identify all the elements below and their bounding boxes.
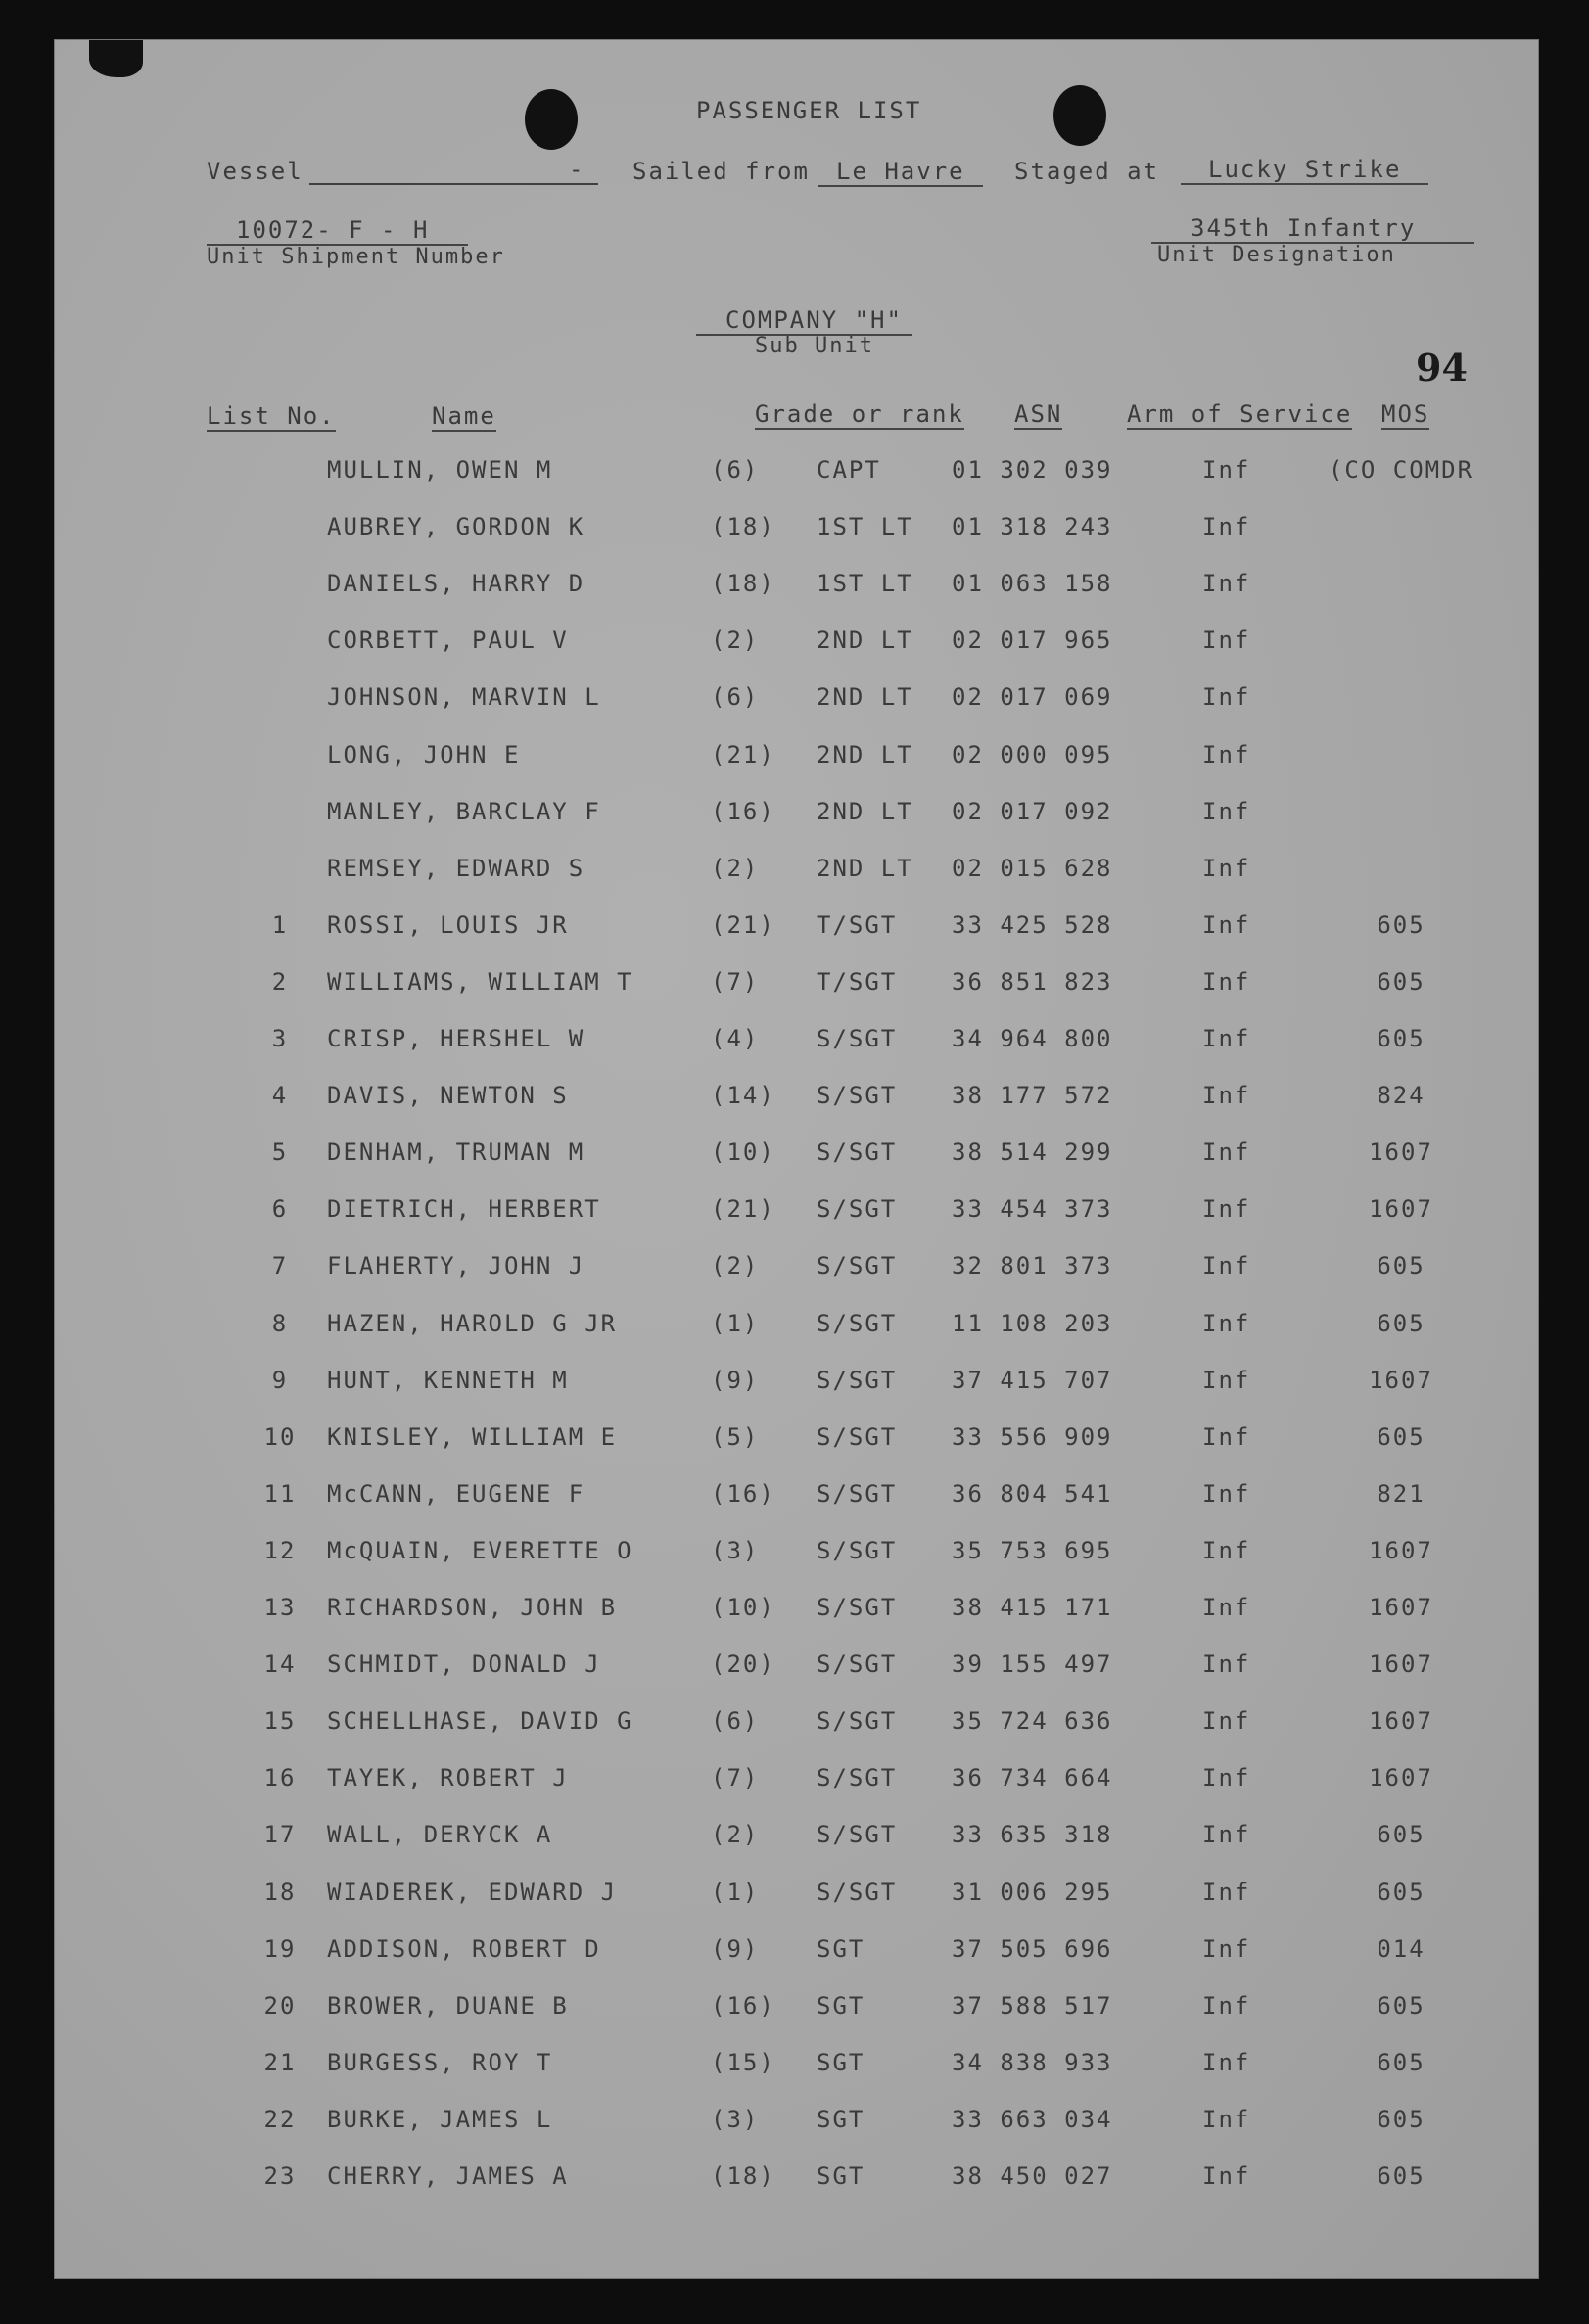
- asn-cell: 35 753 695: [952, 1536, 1113, 1564]
- list-no-cell: 3: [271, 1025, 289, 1052]
- grade-cell: (10): [711, 1139, 775, 1167]
- document-title: PASSENGER LIST: [696, 97, 922, 124]
- asn-cell: 38 415 171: [952, 1594, 1113, 1621]
- grade-cell: (5): [711, 1422, 760, 1451]
- grade-cell: (14): [711, 1082, 775, 1110]
- mos-cell: 605: [1377, 2105, 1425, 2133]
- grade-cell: (18): [711, 570, 775, 598]
- mos-cell: 824: [1377, 1082, 1425, 1110]
- column-header-grade-or-rank: Grade or rank: [755, 400, 964, 428]
- arm-of-service-cell: Inf: [1202, 1707, 1251, 1736]
- table-row: [55, 2162, 1538, 2202]
- mos-cell: 605: [1377, 1878, 1425, 1906]
- rank-cell: SGT: [817, 1991, 865, 2020]
- sub-unit-value: COMPANY "H": [696, 306, 912, 336]
- table-row: [55, 1879, 1538, 1918]
- arm-of-service-cell: Inf: [1202, 740, 1251, 768]
- grade-cell: (4): [711, 1025, 760, 1052]
- mos-cell: 605: [1377, 1422, 1425, 1451]
- grade-cell: (21): [711, 1195, 775, 1224]
- grade-cell: (2): [711, 627, 760, 655]
- name-cell: WILLIAMS, WILLIAM T: [327, 967, 633, 996]
- table-row: [55, 1423, 1538, 1463]
- table-row: [55, 1537, 1538, 1576]
- grade-cell: (9): [711, 1934, 760, 1963]
- asn-cell: 34 838 933: [952, 2048, 1113, 2076]
- mos-cell: 605: [1377, 1309, 1425, 1337]
- grade-cell: (1): [711, 1878, 760, 1906]
- column-header-asn: ASN: [1014, 400, 1063, 428]
- list-no-cell: 18: [263, 1878, 297, 1906]
- arm-of-service-cell: Inf: [1202, 967, 1251, 996]
- arm-of-service-cell: Inf: [1202, 910, 1251, 939]
- asn-cell: 33 635 318: [952, 1821, 1113, 1849]
- rank-cell: 2ND LT: [817, 797, 913, 825]
- name-cell: REMSEY, EDWARD S: [327, 854, 585, 882]
- asn-cell: 32 801 373: [952, 1252, 1113, 1280]
- name-cell: TAYEK, ROBERT J: [327, 1764, 569, 1792]
- arm-of-service-cell: Inf: [1202, 1195, 1251, 1224]
- grade-cell: (15): [711, 2048, 775, 2076]
- table-row: [55, 1650, 1538, 1690]
- table-row: [55, 968, 1538, 1007]
- list-no-cell: 11: [263, 1479, 297, 1508]
- table-row: [55, 798, 1538, 837]
- mos-cell: 605: [1377, 1252, 1425, 1280]
- sailed-from-label: Sailed from: [632, 158, 810, 185]
- list-no-cell: 15: [263, 1707, 297, 1736]
- arm-of-service-cell: Inf: [1202, 1309, 1251, 1337]
- asn-cell: 33 425 528: [952, 910, 1113, 939]
- table-row: [55, 2106, 1538, 2145]
- rank-cell: CAPT: [817, 456, 881, 484]
- list-no-cell: 2: [271, 967, 289, 996]
- arm-of-service-cell: Inf: [1202, 456, 1251, 484]
- arm-of-service-cell: Inf: [1202, 1878, 1251, 1906]
- table-row: [55, 741, 1538, 780]
- grade-cell: (21): [711, 740, 775, 768]
- asn-cell: 01 063 158: [952, 570, 1113, 598]
- asn-cell: 35 724 636: [952, 1707, 1113, 1736]
- asn-cell: 38 514 299: [952, 1139, 1113, 1167]
- list-no-cell: 1: [271, 910, 289, 939]
- asn-cell: 02 017 092: [952, 797, 1113, 825]
- grade-cell: (7): [711, 1764, 760, 1792]
- asn-cell: 36 851 823: [952, 967, 1113, 996]
- arm-of-service-cell: Inf: [1202, 1422, 1251, 1451]
- name-cell: KNISLEY, WILLIAM E: [327, 1422, 618, 1451]
- grade-cell: (6): [711, 1707, 760, 1736]
- arm-of-service-cell: Inf: [1202, 627, 1251, 655]
- rank-cell: S/SGT: [817, 1821, 898, 1849]
- mos-cell: 605: [1377, 967, 1425, 996]
- grade-cell: (16): [711, 1479, 775, 1508]
- arm-of-service-cell: Inf: [1202, 1991, 1251, 2020]
- rank-cell: S/SGT: [817, 1366, 898, 1394]
- rank-cell: S/SGT: [817, 1707, 898, 1736]
- asn-cell: 01 302 039: [952, 456, 1113, 484]
- arm-of-service-cell: Inf: [1202, 1025, 1251, 1052]
- grade-cell: (2): [711, 1821, 760, 1849]
- list-no-cell: 12: [263, 1536, 297, 1564]
- mos-cell: 014: [1377, 1934, 1425, 1963]
- grade-cell: (2): [711, 1252, 760, 1280]
- asn-cell: 37 588 517: [952, 1991, 1113, 2020]
- rank-cell: S/SGT: [817, 1479, 898, 1508]
- mos-cell: 605: [1377, 2048, 1425, 2076]
- list-no-cell: 9: [271, 1366, 289, 1394]
- rank-cell: SGT: [817, 2105, 865, 2133]
- grade-cell: (18): [711, 513, 775, 541]
- column-header-list-no: List No.: [207, 402, 336, 430]
- grade-cell: (16): [711, 797, 775, 825]
- grade-cell: (10): [711, 1594, 775, 1621]
- asn-cell: 36 804 541: [952, 1479, 1113, 1508]
- unit-shipment-number-value: 10072- F - H: [207, 216, 468, 246]
- grade-cell: (3): [711, 1536, 760, 1564]
- arm-of-service-cell: Inf: [1202, 797, 1251, 825]
- vessel-label: Vessel: [207, 158, 304, 185]
- vessel-value: -: [569, 156, 585, 183]
- list-no-cell: 21: [263, 2048, 297, 2076]
- arm-of-service-cell: Inf: [1202, 1366, 1251, 1394]
- table-row: [55, 1082, 1538, 1121]
- arm-of-service-cell: Inf: [1202, 2162, 1251, 2190]
- table-row: [55, 1195, 1538, 1234]
- arm-of-service-cell: Inf: [1202, 513, 1251, 541]
- arm-of-service-cell: Inf: [1202, 1934, 1251, 1963]
- asn-cell: 11 108 203: [952, 1309, 1113, 1337]
- name-cell: McCANN, EUGENE F: [327, 1479, 585, 1508]
- name-cell: SCHMIDT, DONALD J: [327, 1650, 601, 1679]
- mos-cell: 1607: [1369, 1139, 1433, 1167]
- name-cell: CORBETT, PAUL V: [327, 627, 569, 655]
- arm-of-service-cell: Inf: [1202, 2048, 1251, 2076]
- mos-cell: 605: [1377, 910, 1425, 939]
- table-row: [55, 627, 1538, 666]
- mos-cell: 1607: [1369, 1594, 1433, 1621]
- arm-of-service-cell: Inf: [1202, 570, 1251, 598]
- name-cell: DIETRICH, HERBERT: [327, 1195, 601, 1224]
- table-row: [55, 1025, 1538, 1064]
- table-row: [55, 1935, 1538, 1975]
- rank-cell: 2ND LT: [817, 740, 913, 768]
- name-cell: BROWER, DUANE B: [327, 1991, 569, 2020]
- table-row: [55, 1764, 1538, 1803]
- rank-cell: 2ND LT: [817, 627, 913, 655]
- asn-cell: 02 000 095: [952, 740, 1113, 768]
- grade-cell: (18): [711, 2162, 775, 2190]
- list-no-cell: 23: [263, 2162, 297, 2190]
- mos-cell: 1607: [1369, 1707, 1433, 1736]
- grade-cell: (9): [711, 1366, 760, 1394]
- punch-hole-right: [1053, 85, 1106, 146]
- list-no-cell: 19: [263, 1934, 297, 1963]
- grade-cell: (6): [711, 683, 760, 712]
- table-row: [55, 911, 1538, 951]
- rank-cell: 2ND LT: [817, 854, 913, 882]
- unit-designation-label: Unit Designation: [1157, 243, 1396, 267]
- name-cell: HUNT, KENNETH M: [327, 1366, 569, 1394]
- rank-cell: S/SGT: [817, 1139, 898, 1167]
- name-cell: McQUAIN, EVERETTE O: [327, 1536, 633, 1564]
- unit-designation-value: 345th Infantry: [1151, 214, 1474, 244]
- table-row: [55, 855, 1538, 894]
- mos-cell: 1607: [1369, 1195, 1433, 1224]
- column-header-arm-of-service: Arm of Service: [1127, 400, 1353, 428]
- arm-of-service-cell: Inf: [1202, 1536, 1251, 1564]
- list-no-cell: 8: [271, 1309, 289, 1337]
- table-row: [55, 456, 1538, 495]
- asn-cell: 02 017 069: [952, 683, 1113, 712]
- arm-of-service-cell: Inf: [1202, 1821, 1251, 1849]
- grade-cell: (20): [711, 1650, 775, 1679]
- asn-cell: 36 734 664: [952, 1764, 1113, 1792]
- name-cell: MULLIN, OWEN M: [327, 456, 553, 484]
- grade-cell: (1): [711, 1309, 760, 1337]
- grade-cell: (3): [711, 2105, 760, 2133]
- list-no-cell: 4: [271, 1082, 289, 1110]
- rank-cell: S/SGT: [817, 1195, 898, 1224]
- asn-cell: 33 663 034: [952, 2105, 1113, 2133]
- name-cell: WALL, DERYCK A: [327, 1821, 553, 1849]
- rank-cell: SGT: [817, 1934, 865, 1963]
- list-no-cell: 13: [263, 1594, 297, 1621]
- rank-cell: S/SGT: [817, 1082, 898, 1110]
- list-no-cell: 16: [263, 1764, 297, 1792]
- arm-of-service-cell: Inf: [1202, 683, 1251, 712]
- punch-hole-left: [525, 89, 578, 150]
- mos-cell: 1607: [1369, 1536, 1433, 1564]
- rank-cell: SGT: [817, 2048, 865, 2076]
- arm-of-service-cell: Inf: [1202, 1082, 1251, 1110]
- arm-of-service-cell: Inf: [1202, 1252, 1251, 1280]
- name-cell: SCHELLHASE, DAVID G: [327, 1707, 633, 1736]
- grade-cell: (16): [711, 1991, 775, 2020]
- table-row: [55, 1367, 1538, 1406]
- table-row: [55, 513, 1538, 552]
- name-cell: CHERRY, JAMES A: [327, 2162, 569, 2190]
- name-cell: JOHNSON, MARVIN L: [327, 683, 601, 712]
- rank-cell: S/SGT: [817, 1309, 898, 1337]
- grade-cell: (7): [711, 967, 760, 996]
- asn-cell: 02 017 965: [952, 627, 1113, 655]
- grade-cell: (2): [711, 854, 760, 882]
- name-cell: DANIELS, HARRY D: [327, 570, 585, 598]
- table-row: [55, 1594, 1538, 1633]
- rank-cell: 1ST LT: [817, 570, 913, 598]
- mos-cell: (CO COMDR: [1328, 456, 1474, 484]
- table-row: [55, 1821, 1538, 1860]
- table-row: [55, 1310, 1538, 1349]
- grade-cell: (21): [711, 910, 775, 939]
- asn-cell: 33 556 909: [952, 1422, 1113, 1451]
- rank-cell: S/SGT: [817, 1594, 898, 1621]
- arm-of-service-cell: Inf: [1202, 1479, 1251, 1508]
- name-cell: DENHAM, TRUMAN M: [327, 1139, 585, 1167]
- document-page: [54, 39, 1539, 2279]
- table-row: [55, 1139, 1538, 1178]
- arm-of-service-cell: Inf: [1202, 1764, 1251, 1792]
- column-header-name: Name: [432, 402, 496, 430]
- rank-cell: S/SGT: [817, 1764, 898, 1792]
- table-row: [55, 1480, 1538, 1519]
- rank-cell: S/SGT: [817, 1252, 898, 1280]
- asn-cell: 02 015 628: [952, 854, 1113, 882]
- staged-at-label: Staged at: [1014, 158, 1160, 185]
- name-cell: LONG, JOHN E: [327, 740, 521, 768]
- list-no-cell: 14: [263, 1650, 297, 1679]
- rank-cell: SGT: [817, 2162, 865, 2190]
- asn-cell: 37 415 707: [952, 1366, 1113, 1394]
- page-number: 94: [1416, 346, 1468, 390]
- rank-cell: T/SGT: [817, 910, 898, 939]
- arm-of-service-cell: Inf: [1202, 1139, 1251, 1167]
- grade-cell: (6): [711, 456, 760, 484]
- arm-of-service-cell: Inf: [1202, 1650, 1251, 1679]
- rank-cell: 1ST LT: [817, 513, 913, 541]
- list-no-cell: 20: [263, 1991, 297, 2020]
- name-cell: FLAHERTY, JOHN J: [327, 1252, 585, 1280]
- mos-cell: 605: [1377, 1025, 1425, 1052]
- name-cell: BURGESS, ROY T: [327, 2048, 553, 2076]
- name-cell: WIADEREK, EDWARD J: [327, 1878, 618, 1906]
- list-no-cell: 5: [271, 1139, 289, 1167]
- table-row: [55, 1252, 1538, 1291]
- sub-unit-label: Sub Unit: [755, 334, 874, 358]
- arm-of-service-cell: Inf: [1202, 854, 1251, 882]
- mos-cell: 1607: [1369, 1650, 1433, 1679]
- rank-cell: S/SGT: [817, 1025, 898, 1052]
- asn-cell: 37 505 696: [952, 1934, 1113, 1963]
- mos-cell: 605: [1377, 1821, 1425, 1849]
- rank-cell: S/SGT: [817, 1422, 898, 1451]
- list-no-cell: 17: [263, 1821, 297, 1849]
- name-cell: BURKE, JAMES L: [327, 2105, 553, 2133]
- torn-corner: [89, 40, 143, 77]
- sailed-from-value: Le Havre: [818, 158, 983, 187]
- unit-shipment-number-label: Unit Shipment Number: [207, 245, 505, 269]
- mos-cell: 821: [1377, 1479, 1425, 1508]
- asn-cell: 01 318 243: [952, 513, 1113, 541]
- rank-cell: S/SGT: [817, 1878, 898, 1906]
- arm-of-service-cell: Inf: [1202, 1594, 1251, 1621]
- staged-at-value: Lucky Strike: [1181, 156, 1428, 185]
- mos-cell: 605: [1377, 2162, 1425, 2190]
- name-cell: ADDISON, ROBERT D: [327, 1934, 601, 1963]
- list-no-cell: 22: [263, 2105, 297, 2133]
- arm-of-service-cell: Inf: [1202, 2105, 1251, 2133]
- column-header-mos: MOS: [1381, 400, 1430, 428]
- name-cell: HAZEN, HAROLD G JR: [327, 1309, 618, 1337]
- name-cell: CRISP, HERSHEL W: [327, 1025, 585, 1052]
- table-row: [55, 683, 1538, 722]
- table-row: [55, 570, 1538, 609]
- asn-cell: 34 964 800: [952, 1025, 1113, 1052]
- asn-cell: 31 006 295: [952, 1878, 1113, 1906]
- name-cell: MANLEY, BARCLAY F: [327, 797, 601, 825]
- asn-cell: 33 454 373: [952, 1195, 1113, 1224]
- list-no-cell: 7: [271, 1252, 289, 1280]
- table-row: [55, 1707, 1538, 1746]
- rank-cell: 2ND LT: [817, 683, 913, 712]
- rank-cell: T/SGT: [817, 967, 898, 996]
- list-no-cell: 6: [271, 1195, 289, 1224]
- list-no-cell: 10: [263, 1422, 297, 1451]
- vessel-line: [309, 183, 598, 185]
- name-cell: ROSSI, LOUIS JR: [327, 910, 569, 939]
- asn-cell: 38 177 572: [952, 1082, 1113, 1110]
- table-row: [55, 1992, 1538, 2031]
- name-cell: RICHARDSON, JOHN B: [327, 1594, 618, 1621]
- name-cell: AUBREY, GORDON K: [327, 513, 585, 541]
- rank-cell: S/SGT: [817, 1650, 898, 1679]
- asn-cell: 38 450 027: [952, 2162, 1113, 2190]
- asn-cell: 39 155 497: [952, 1650, 1113, 1679]
- mos-cell: 1607: [1369, 1366, 1433, 1394]
- name-cell: DAVIS, NEWTON S: [327, 1082, 569, 1110]
- mos-cell: 605: [1377, 1991, 1425, 2020]
- rank-cell: S/SGT: [817, 1536, 898, 1564]
- table-row: [55, 2049, 1538, 2088]
- mos-cell: 1607: [1369, 1764, 1433, 1792]
